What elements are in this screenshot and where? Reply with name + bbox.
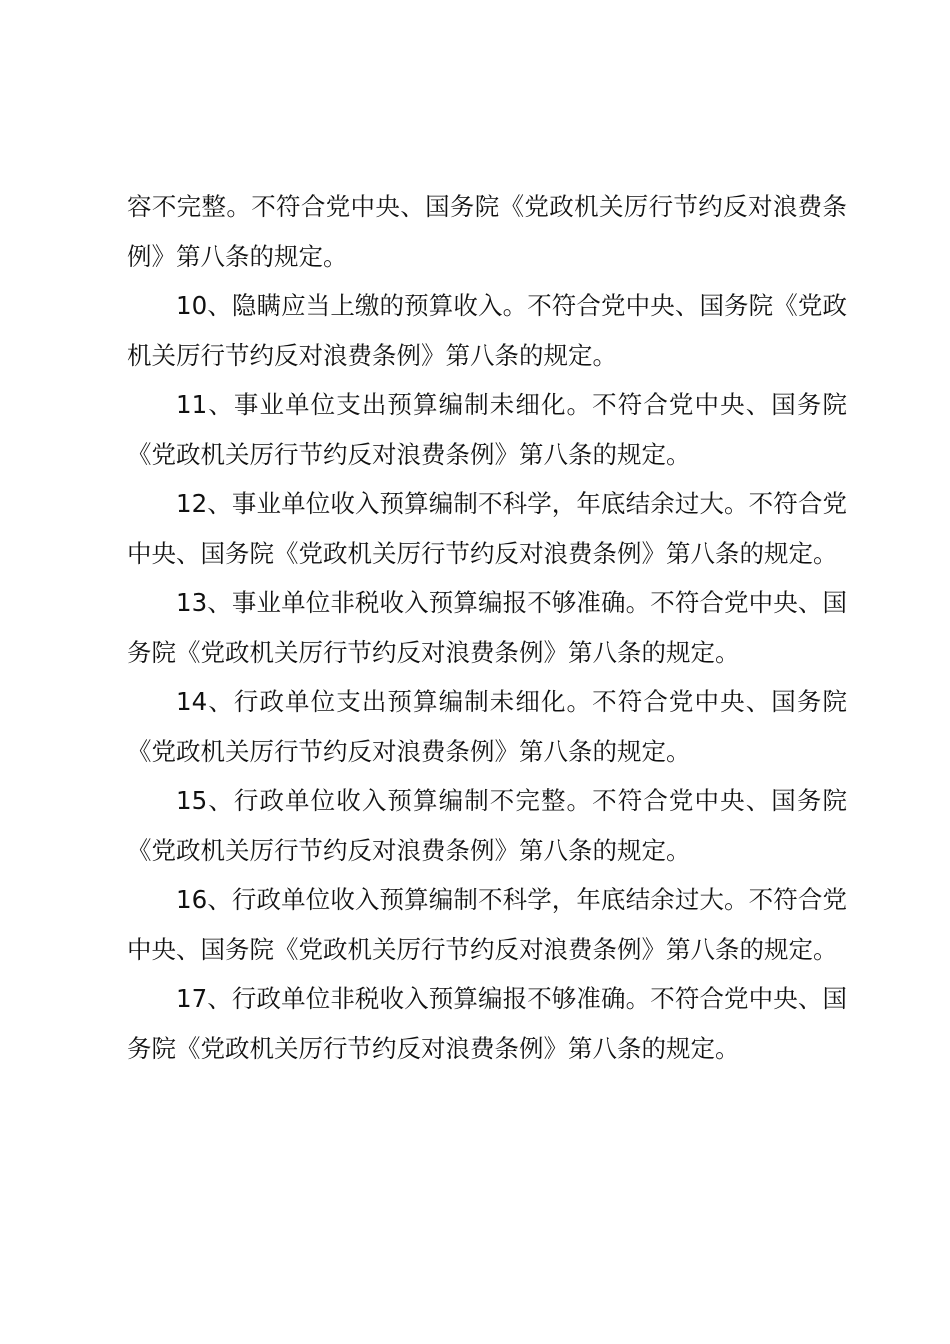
paragraph-item-11: 11、事业单位支出预算编制未细化。不符合党中央、国务院《党政机关厉行节约反对浪费条例》第八条的规定。 bbox=[127, 390, 847, 469]
paragraph-item-15: 15、行政单位收入预算编制不完整。不符合党中央、国务院《党政机关厉行节约反对浪费条例》第八条的规定。 bbox=[127, 786, 847, 865]
paragraph-item-10: 10、隐瞒应当上缴的预算收入。不符合党中央、国务院《党政机关厉行节约反对浪费条例》第八条的规定。 bbox=[127, 291, 847, 370]
paragraph-item-12: 12、事业单位收入预算编制不科学，年底结余过大。不符合党中央、国务院《党政机关厉行节约反对浪费条例》第八条的规定。 bbox=[127, 489, 847, 568]
document-body bbox=[127, 182, 847, 1073]
paragraph-item-16: 16、行政单位收入预算编制不科学，年底结余过大。不符合党中央、国务院《党政机关厉行节约反对浪费条例》第八条的规定。 bbox=[127, 885, 847, 964]
paragraph-item-13: 13、事业单位非税收入预算编报不够准确。不符合党中央、国务院《党政机关厉行节约反对浪费条例》第八条的规定。 bbox=[127, 588, 847, 667]
paragraph-item-14: 14、行政单位支出预算编制未细化。不符合党中央、国务院《党政机关厉行节约反对浪费条例》第八条的规定。 bbox=[127, 687, 847, 766]
paragraph-continuation: 容不完整。不符合党中央、国务院《党政机关厉行节约反对浪费条例》第八条的规定。 bbox=[127, 192, 847, 271]
paragraph-item-17: 17、行政单位非税收入预算编报不够准确。不符合党中央、国务院《党政机关厉行节约反对浪费条例》第八条的规定。 bbox=[127, 984, 847, 1063]
